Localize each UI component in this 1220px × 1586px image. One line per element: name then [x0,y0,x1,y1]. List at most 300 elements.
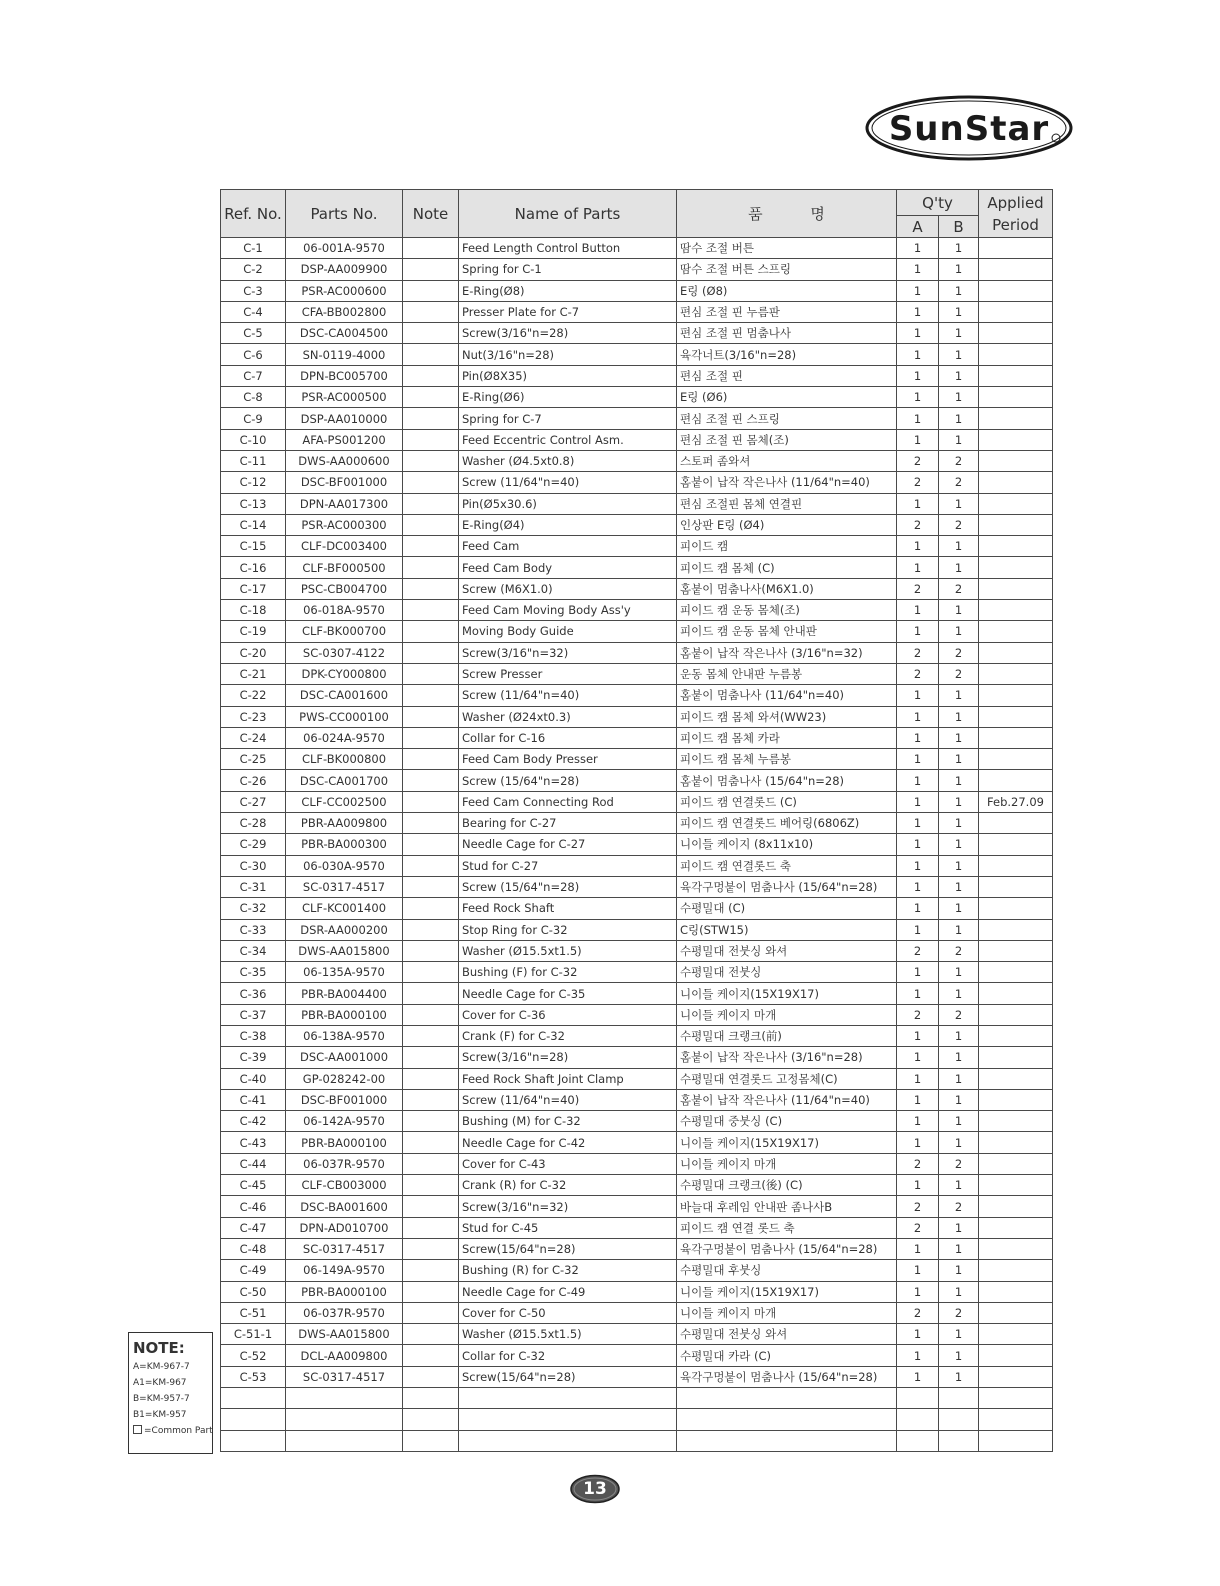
note-cell [403,1324,459,1345]
parts-no-cell: 06-030A-9570 [286,855,403,876]
ref-no-cell: C-22 [221,685,286,706]
qty-a-cell: 2 [897,514,939,535]
applied-period-label: Applied Period [987,193,1044,234]
applied-period-cell [979,727,1053,748]
qty-b-cell: 1 [939,429,979,450]
parts-no-cell [286,1430,403,1451]
note-cell [403,1366,459,1387]
parts-no-cell: DWS-AA000600 [286,450,403,471]
table-row [221,1153,1053,1174]
qty-a-cell: 1 [897,600,939,621]
ref-no-cell: C-37 [221,1004,286,1025]
table-row [221,642,1053,663]
table-row [221,450,1053,471]
parts-no-cell: PBR-BA004400 [286,983,403,1004]
note-cell [403,514,459,535]
ref-no-cell: C-1 [221,238,286,259]
part-name-cell: Screw(15/64"n=28) [459,1366,677,1387]
note-cell [403,1175,459,1196]
parts-no-cell: 06-138A-9570 [286,1025,403,1046]
part-name-cell: Stud for C-27 [459,855,677,876]
part-name-cell: Nut(3/16"n=28) [459,344,677,365]
qty-a-cell: 1 [897,1175,939,1196]
qty-b-cell: 1 [939,1068,979,1089]
ref-no-cell: C-9 [221,408,286,429]
svg-text:SunStar: SunStar [888,109,1050,149]
applied-period-cell [979,323,1053,344]
table-row [221,770,1053,791]
applied-period-cell [979,472,1053,493]
table-row [221,1047,1053,1068]
ref-no-cell: C-40 [221,1068,286,1089]
qty-a-cell: 1 [897,621,939,642]
qty-b-cell [939,1388,979,1409]
note-cell [403,323,459,344]
qty-a-cell: 1 [897,791,939,812]
qty-b-cell: 2 [939,514,979,535]
korean-name-cell: 편심 조절 핀 [677,365,897,386]
qty-b-cell: 1 [939,408,979,429]
korean-name-cell: 니이들 케이지 마개 [677,1153,897,1174]
qty-a-cell: 2 [897,663,939,684]
part-name-cell: E-Ring(Ø6) [459,387,677,408]
qty-a-cell: 1 [897,855,939,876]
table-row [221,706,1053,727]
ref-no-cell [221,1409,286,1430]
qty-a-cell: 2 [897,940,939,961]
applied-period-cell [979,1345,1053,1366]
note-cell [403,898,459,919]
part-name-cell: Screw (15/64"n=28) [459,770,677,791]
korean-name-cell: 피이드 캠 연결 롯드 축 [677,1217,897,1238]
ref-no-cell: C-46 [221,1196,286,1217]
table-row [221,1345,1053,1366]
korean-name-cell: 피이드 캠 몸체 와셔(WW23) [677,706,897,727]
qty-b-cell: 1 [939,876,979,897]
table-row [221,1196,1053,1217]
note-cell [403,962,459,983]
part-name-cell: Feed Rock Shaft [459,898,677,919]
applied-period-cell [979,706,1053,727]
table-row [221,791,1053,812]
col-parts-no: Parts No. [286,190,403,238]
qty-a-cell: 1 [897,557,939,578]
part-name-cell: E-Ring(Ø8) [459,280,677,301]
table-row [221,1302,1053,1323]
ref-no-cell: C-21 [221,663,286,684]
part-name-cell: Stud for C-45 [459,1217,677,1238]
note-cell [403,706,459,727]
applied-period-cell [979,663,1053,684]
ref-no-cell: C-32 [221,898,286,919]
ref-no-cell: C-20 [221,642,286,663]
qty-b-cell: 1 [939,813,979,834]
ref-no-cell: C-49 [221,1260,286,1281]
part-name-cell: Screw (11/64"n=40) [459,685,677,706]
part-name-cell: Spring for C-1 [459,259,677,280]
qty-b-cell: 1 [939,1260,979,1281]
note-cell [403,1409,459,1430]
korean-name-cell: 수평밀대 (C) [677,898,897,919]
parts-no-cell: PBR-BA000100 [286,1004,403,1025]
ref-no-cell: C-18 [221,600,286,621]
applied-period-cell [979,493,1053,514]
qty-a-cell: 1 [897,1281,939,1302]
common-part-square-icon [133,1425,142,1434]
qty-b-cell: 1 [939,493,979,514]
qty-a-cell: 1 [897,1047,939,1068]
note-cell [403,344,459,365]
parts-no-cell: 06-024A-9570 [286,727,403,748]
qty-a-cell: 1 [897,387,939,408]
note-cell [403,1153,459,1174]
part-name-cell: Screw(3/16"n=32) [459,642,677,663]
qty-b-cell: 1 [939,365,979,386]
qty-b-cell: 1 [939,1324,979,1345]
applied-period-cell [979,280,1053,301]
table-row [221,1324,1053,1345]
korean-name-cell: 육각구멍붙이 멈춤나사 (15/64"n=28) [677,876,897,897]
part-name-cell: Feed Cam Connecting Rod [459,791,677,812]
part-name-cell: Screw(3/16"n=28) [459,323,677,344]
note-cell [403,387,459,408]
korean-name-cell: 수평밀대 크랭크(後) (C) [677,1175,897,1196]
note-cell [403,834,459,855]
qty-b-cell: 1 [939,1366,979,1387]
note-box [128,1332,213,1454]
note-cell [403,770,459,791]
qty-a-cell: 1 [897,727,939,748]
table-row [221,557,1053,578]
note-cell [403,1111,459,1132]
table-row [221,727,1053,748]
ref-no-cell: C-51 [221,1302,286,1323]
qty-a-cell: 1 [897,1132,939,1153]
qty-b-cell: 1 [939,621,979,642]
logo-ellipse-icon [864,94,1074,162]
table-row [221,1260,1053,1281]
applied-period-cell [979,898,1053,919]
qty-a-cell: 1 [897,1025,939,1046]
note-cell [403,1345,459,1366]
table-row [221,301,1053,322]
note-cell [403,940,459,961]
parts-no-cell: DPN-BC005700 [286,365,403,386]
note-cell [403,1047,459,1068]
table-row [221,472,1053,493]
note-cell [403,1302,459,1323]
qty-a-cell: 1 [897,685,939,706]
note-line: B1=KM-957 [133,1410,187,1420]
parts-no-cell: DCL-AA009800 [286,1345,403,1366]
table-row [221,1089,1053,1110]
parts-no-cell: CLF-DC003400 [286,536,403,557]
parts-no-cell: CLF-BK000700 [286,621,403,642]
applied-period-cell [979,450,1053,471]
parts-no-cell: DSC-BF001000 [286,1089,403,1110]
parts-no-cell: SC-0317-4517 [286,1366,403,1387]
note-cell [403,259,459,280]
qty-a-cell: 1 [897,876,939,897]
table-row [221,749,1053,770]
table-row [221,1132,1053,1153]
qty-a-cell: 2 [897,1004,939,1025]
qty-b-cell: 1 [939,1238,979,1259]
note-cell [403,450,459,471]
part-name-cell: Feed Cam Body [459,557,677,578]
part-name-cell: E-Ring(Ø4) [459,514,677,535]
korean-name-cell: 인상판 E링 (Ø4) [677,514,897,535]
korean-name-cell: 니이들 케이지(15X19X17) [677,983,897,1004]
qty-a-cell: 2 [897,450,939,471]
table-row [221,919,1053,940]
korean-name-cell: 피이드 캠 연결롯드 베어링(6806Z) [677,813,897,834]
qty-a-cell: 1 [897,301,939,322]
qty-b-cell [939,1409,979,1430]
ref-no-cell: C-26 [221,770,286,791]
part-name-cell: Cover for C-43 [459,1153,677,1174]
applied-period-cell [979,1132,1053,1153]
table-row [221,1004,1053,1025]
qty-b-cell: 2 [939,472,979,493]
korean-name-cell: 수평밀대 카라 (C) [677,1345,897,1366]
part-name-cell: Washer (Ø24xt0.3) [459,706,677,727]
table-row [221,514,1053,535]
ref-no-cell: C-42 [221,1111,286,1132]
applied-period-cell [979,876,1053,897]
ref-no-cell: C-53 [221,1366,286,1387]
ref-no-cell: C-16 [221,557,286,578]
parts-no-cell: 06-037R-9570 [286,1153,403,1174]
table-row [221,898,1053,919]
qty-b-cell: 1 [939,727,979,748]
parts-no-cell [286,1388,403,1409]
ref-no-cell: C-5 [221,323,286,344]
qty-a-cell: 1 [897,365,939,386]
part-name-cell: Pin(Ø5x30.6) [459,493,677,514]
korean-name-cell: 육각구멍붙이 멈춤나사 (15/64"n=28) [677,1366,897,1387]
table-row [221,387,1053,408]
ref-no-cell: C-24 [221,727,286,748]
qty-b-cell: 1 [939,685,979,706]
qty-a-cell: 1 [897,1089,939,1110]
korean-name-cell [677,1409,897,1430]
ref-no-cell: C-47 [221,1217,286,1238]
ref-no-cell: C-15 [221,536,286,557]
qty-a-cell: 2 [897,1196,939,1217]
part-name-cell [459,1388,677,1409]
ref-no-cell: C-31 [221,876,286,897]
note-line: A=KM-967-7 [133,1362,190,1372]
korean-name-cell: 홈붙이 납작 작은나사 (3/16"n=32) [677,642,897,663]
applied-period-cell [979,301,1053,322]
korean-name-cell: 수평밀대 전붓싱 와셔 [677,1324,897,1345]
korean-name-cell: 홈붙이 멈춤나사 (11/64"n=40) [677,685,897,706]
parts-no-cell: DSC-CA001600 [286,685,403,706]
korean-name-cell: 육각구멍붙이 멈춤나사 (15/64"n=28) [677,1238,897,1259]
note-cell [403,600,459,621]
qty-b-cell: 1 [939,280,979,301]
parts-no-cell: PWS-CC000100 [286,706,403,727]
korean-name-cell: 홈붙이 멈춤나사 (15/64"n=28) [677,770,897,791]
applied-period-cell [979,1409,1053,1430]
parts-no-cell: DSC-AA001000 [286,1047,403,1068]
parts-table [220,189,1053,1452]
korean-name-cell: 피이드 캠 몸체 카라 [677,727,897,748]
part-name-cell [459,1430,677,1451]
table-row [221,1025,1053,1046]
parts-no-cell: 06-018A-9570 [286,600,403,621]
qty-b-cell: 1 [939,1217,979,1238]
part-name-cell: Washer (Ø15.5xt1.5) [459,1324,677,1345]
part-name-cell: Washer (Ø15.5xt1.5) [459,940,677,961]
applied-period-cell [979,387,1053,408]
korean-name-cell: 피이드 캠 몸체 (C) [677,557,897,578]
applied-period-cell [979,1217,1053,1238]
parts-no-cell: 06-135A-9570 [286,962,403,983]
qty-b-cell: 2 [939,642,979,663]
qty-b-cell: 1 [939,1175,979,1196]
qty-a-cell: 1 [897,1111,939,1132]
note-common-line [133,1423,212,1439]
ref-no-cell: C-29 [221,834,286,855]
ref-no-cell: C-36 [221,983,286,1004]
part-name-cell [459,1409,677,1430]
parts-no-cell: 06-001A-9570 [286,238,403,259]
applied-period-cell [979,1281,1053,1302]
qty-b-cell: 1 [939,1132,979,1153]
parts-no-cell [286,1409,403,1430]
part-name-cell: Feed Length Control Button [459,238,677,259]
applied-period-cell [979,834,1053,855]
table-row [221,1409,1053,1430]
qty-a-cell: 1 [897,280,939,301]
parts-no-cell: DPN-AD010700 [286,1217,403,1238]
qty-b-cell: 1 [939,600,979,621]
parts-no-cell: PBR-BA000100 [286,1281,403,1302]
qty-b-cell: 1 [939,1111,979,1132]
korean-name-cell: 수평밀대 전붓싱 와셔 [677,940,897,961]
qty-b-cell: 1 [939,962,979,983]
qty-b-cell: 1 [939,387,979,408]
qty-b-cell: 1 [939,323,979,344]
qty-a-cell: 1 [897,1068,939,1089]
applied-period-cell [979,238,1053,259]
table-row [221,1217,1053,1238]
parts-no-cell: PSR-AC000500 [286,387,403,408]
ref-no-cell: C-50 [221,1281,286,1302]
note-cell [403,1089,459,1110]
part-name-cell: Collar for C-16 [459,727,677,748]
qty-a-cell: 1 [897,323,939,344]
applied-period-cell [979,770,1053,791]
qty-a-cell: 1 [897,813,939,834]
korean-name-cell: 홈붙이 납작 작은나사 (3/16"n=28) [677,1047,897,1068]
note-cell [403,429,459,450]
korean-name-cell: 편심 조절 핀 몸체(조) [677,429,897,450]
table-row [221,408,1053,429]
qty-b-cell: 2 [939,1153,979,1174]
korean-name-cell: 땀수 조절 버튼 스프링 [677,259,897,280]
applied-period-cell [979,578,1053,599]
ref-no-cell: C-14 [221,514,286,535]
table-row [221,621,1053,642]
note-cell [403,685,459,706]
qty-a-cell: 1 [897,1238,939,1259]
part-name-cell: Presser Plate for C-7 [459,301,677,322]
applied-period-cell [979,813,1053,834]
table-row [221,834,1053,855]
parts-no-cell: PBR-AA009800 [286,813,403,834]
note-common-label: =Common Part [144,1426,213,1436]
col-qty: Q'ty [897,190,979,216]
qty-b-cell: 1 [939,344,979,365]
parts-no-cell: DSC-BF001000 [286,472,403,493]
part-name-cell: Cover for C-50 [459,1302,677,1323]
part-name-cell: Feed Rock Shaft Joint Clamp [459,1068,677,1089]
note-cell [403,727,459,748]
korean-name-cell: 피이드 캠 운동 몸체 안내판 [677,621,897,642]
note-cell [403,876,459,897]
qty-b-cell: 1 [939,983,979,1004]
ref-no-cell: C-8 [221,387,286,408]
note-line: A1=KM-967 [133,1378,187,1388]
ref-no-cell: C-3 [221,280,286,301]
korean-name-cell: 니이들 케이지 마개 [677,1302,897,1323]
applied-period-cell [979,919,1053,940]
qty-a-cell: 1 [897,898,939,919]
applied-period-cell [979,621,1053,642]
qty-b-cell: 1 [939,770,979,791]
table-row [221,1281,1053,1302]
applied-period-cell [979,259,1053,280]
ref-no-cell: C-45 [221,1175,286,1196]
korean-name-cell: 수평밀대 전붓싱 [677,962,897,983]
parts-no-cell: 06-149A-9570 [286,1260,403,1281]
qty-b-cell: 1 [939,536,979,557]
qty-b-cell: 1 [939,834,979,855]
parts-no-cell: DSP-AA009900 [286,259,403,280]
qty-b-cell: 1 [939,791,979,812]
korean-name-cell: 땀수 조절 버튼 [677,238,897,259]
table-row [221,663,1053,684]
qty-b-cell: 1 [939,557,979,578]
note-cell [403,536,459,557]
ref-no-cell: C-6 [221,344,286,365]
ref-no-cell: C-17 [221,578,286,599]
applied-period-cell [979,429,1053,450]
applied-period-cell [979,685,1053,706]
note-cell [403,855,459,876]
applied-period-cell [979,1068,1053,1089]
ref-no-cell: C-33 [221,919,286,940]
part-name-cell: Needle Cage for C-35 [459,983,677,1004]
korean-name-cell: 바늘대 후레임 안내판 좀나사B [677,1196,897,1217]
ref-no-cell: C-30 [221,855,286,876]
note-cell [403,1196,459,1217]
note-cell [403,1238,459,1259]
applied-period-cell [979,1366,1053,1387]
note-line: B=KM-957-7 [133,1394,190,1404]
qty-a-cell: 1 [897,834,939,855]
applied-period-cell [979,983,1053,1004]
korean-name-cell: 피이드 캠 운동 몸체(조) [677,600,897,621]
note-cell [403,1388,459,1409]
table-row [221,344,1053,365]
qty-a-cell: 1 [897,770,939,791]
table-row [221,365,1053,386]
applied-period-cell [979,1260,1053,1281]
